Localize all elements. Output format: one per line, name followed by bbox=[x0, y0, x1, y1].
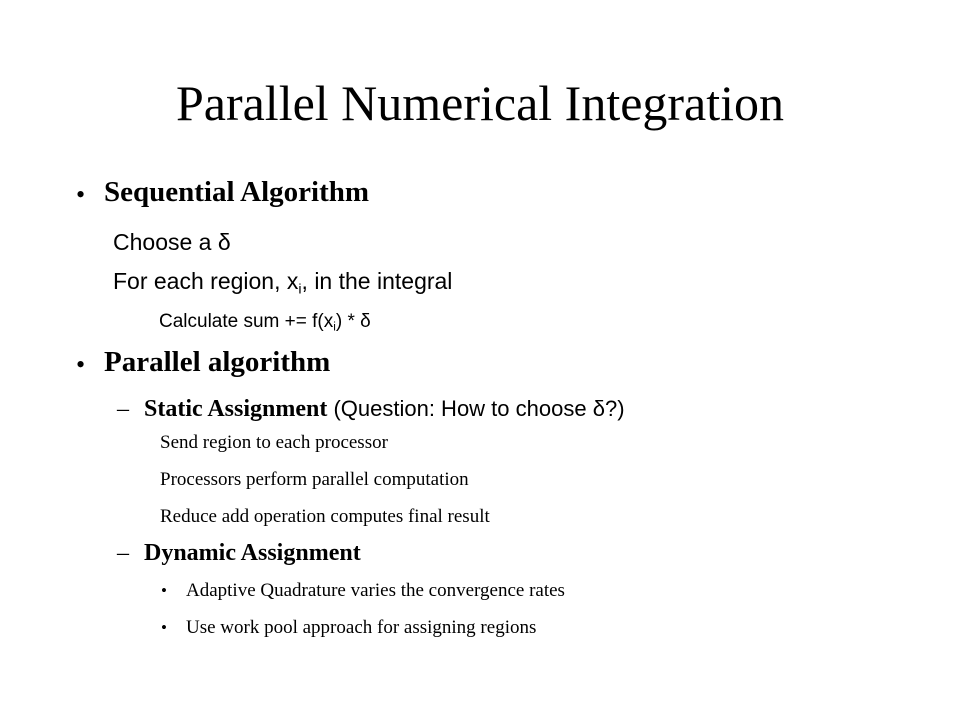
delta-symbol: δ bbox=[592, 396, 605, 421]
static-note-prefix: (Question: How to choose bbox=[327, 396, 593, 421]
choose-prefix: Choose a bbox=[113, 229, 218, 255]
sequential-heading: Sequential Algorithm bbox=[104, 176, 370, 208]
delta-symbol: δ bbox=[360, 311, 371, 332]
bullet-icon: • bbox=[161, 618, 167, 637]
dash-icon: – bbox=[117, 540, 129, 566]
bullet-icon: • bbox=[76, 180, 86, 209]
subscript-i: i bbox=[298, 281, 302, 298]
dynamic-item: Adaptive Quadrature varies the convergence rates bbox=[186, 580, 565, 601]
choose-delta-line bbox=[113, 229, 231, 256]
static-step: Send region to each processor bbox=[160, 432, 388, 453]
calculate-line bbox=[159, 311, 371, 333]
static-step: Reduce add operation computes final result bbox=[160, 506, 490, 527]
calc-prefix: Calculate sum += f(x bbox=[159, 311, 334, 332]
dash-icon: – bbox=[117, 396, 129, 422]
static-assignment-line bbox=[144, 396, 625, 423]
subscript-i: i bbox=[333, 320, 336, 334]
parallel-heading: Parallel algorithm bbox=[104, 346, 331, 378]
delta-symbol: δ bbox=[217, 229, 231, 255]
for-each-suffix: , in the integral bbox=[301, 268, 453, 294]
for-each-line bbox=[113, 268, 453, 298]
dynamic-assignment-label: Dynamic Assignment bbox=[144, 540, 361, 566]
calc-suffix: ) * bbox=[335, 311, 361, 332]
static-assignment-label: Static Assignment bbox=[144, 396, 328, 422]
dynamic-item: Use work pool approach for assigning regions bbox=[186, 617, 537, 638]
bullet-icon: • bbox=[161, 581, 167, 600]
bullet-icon: • bbox=[76, 350, 86, 379]
static-note-suffix: ?) bbox=[604, 396, 625, 421]
static-step: Processors perform parallel computation bbox=[160, 469, 469, 490]
for-each-prefix: For each region, x bbox=[113, 268, 299, 294]
slide-title: Parallel Numerical Integration bbox=[175, 75, 785, 131]
